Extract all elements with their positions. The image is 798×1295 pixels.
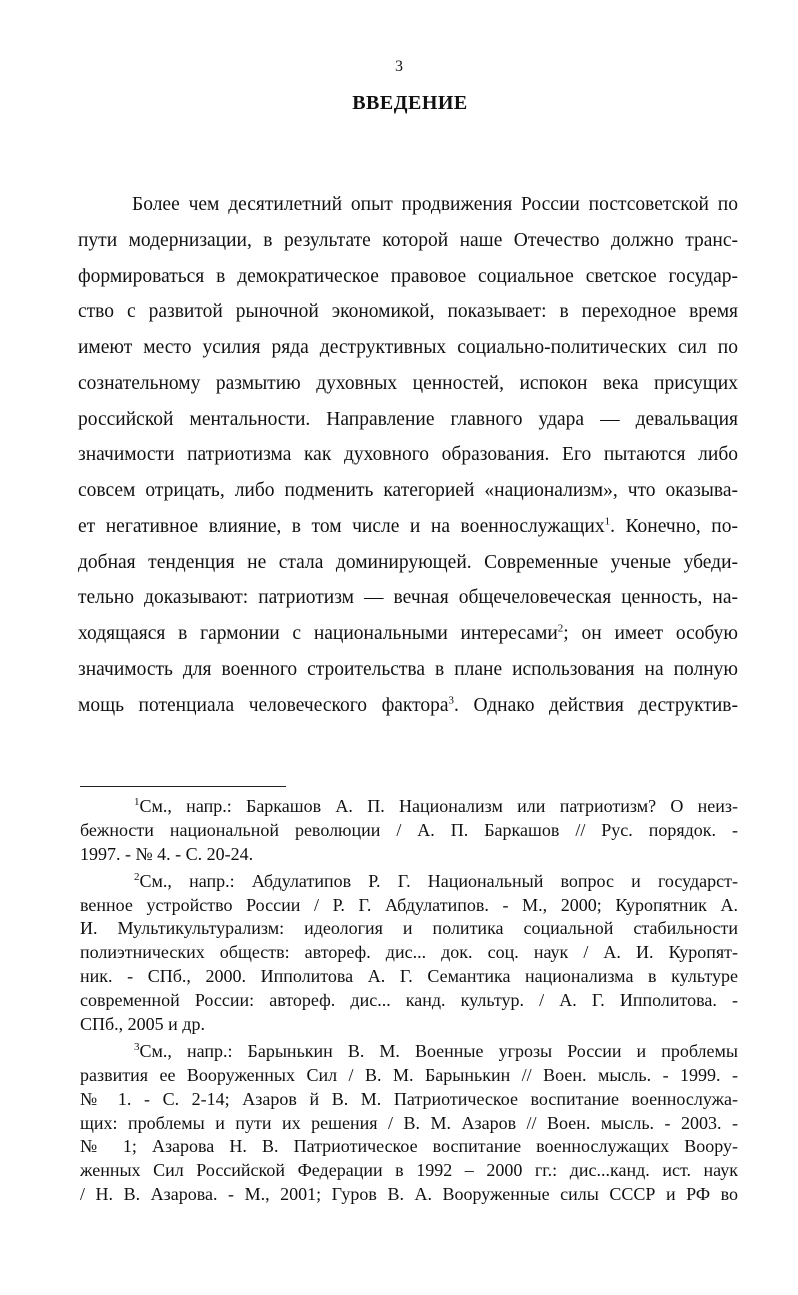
body-line-text: ет негативное влияние, в том числе и на военнослужащих <box>78 515 605 537</box>
footnote-mark: 3 <box>134 1040 140 1053</box>
footnote-text: См., напр.: Баркашов А. П. Национализм или патриотизм? О неиз- <box>139 796 738 816</box>
body-line: совсем отрицать, либо подменить категорией «национализм», что оказыва- <box>78 480 738 501</box>
footnote-line <box>80 1040 738 1064</box>
body-line-text: ; он имеет особую <box>563 623 738 644</box>
footnote-text: См., напр.: Абдулатипов Р. Г. Национальный вопрос и государст- <box>139 870 738 891</box>
footnote-line: № 1; Азарова Н. В. Патриотическое воспитание военнослужащих Воору- <box>80 1136 738 1157</box>
footnote-line <box>80 795 738 819</box>
page-title: ВВЕДЕНИЕ <box>352 92 468 114</box>
body-line <box>78 616 738 652</box>
footnote-line: женных Сил Российской Федерации в 1992 – 2000 гг.: дис...канд. ист. наук <box>80 1160 738 1181</box>
body-line <box>78 509 738 545</box>
body-line: формироваться в демократическое правовое социальное светское государ- <box>78 265 738 287</box>
body-line: значимости патриотизма как духовного образования. Его пытаются либо <box>78 444 738 466</box>
footnote-line: развития ее Вооруженных Сил / В. М. Барынькин // Воен. мысль. - 1999. - <box>80 1064 738 1085</box>
footnote-3 <box>80 1040 738 1207</box>
footnote-line: бежности национальной революции / А. П. Баркашов // Рус. порядок. - <box>80 819 738 840</box>
body-line: сознательному размытию духовных ценностей, испокон века присущих <box>78 372 738 394</box>
footnote-line: современной России: автореф. дис... канд. культур. / А. Г. Ипполитова. - <box>80 990 738 1011</box>
footnote-line: щих: проблемы и пути их решения / В. М. Азаров // Воен. мысль. - 2003. - <box>80 1112 738 1133</box>
body-line: российской ментальности. Направление главного удара — девальвация <box>78 408 738 430</box>
body-line-text: . Конечно, по- <box>610 515 738 537</box>
body-text <box>78 187 738 723</box>
page-number: 3 <box>395 58 403 75</box>
footnote-1 <box>80 795 738 867</box>
footnote-line: СПб., 2005 и др. <box>80 1014 205 1035</box>
footnote-mark: 2 <box>134 870 140 883</box>
body-line <box>78 688 738 724</box>
footnote-mark: 1 <box>134 796 140 808</box>
body-line: имеют место усилия ряда деструктивных социально-политических сил по <box>78 337 738 358</box>
footnote-line: полиэтнических обществ: автореф. дис... док. соц. наук / А. И. Куропят- <box>80 942 738 963</box>
footnote-line: венное устройство России / Р. Г. Абдулатипов. - М., 2000; Куропятник А. <box>80 894 738 915</box>
footnote-2 <box>80 870 738 1037</box>
footnote-line <box>80 870 738 894</box>
footnote-ref: 3 <box>448 694 455 706</box>
footnote-ref: 2 <box>557 622 564 635</box>
body-line: пути модернизации, в результате которой наше Отечество должно транс- <box>78 229 738 251</box>
footnote-line: / Н. В. Азарова. - М., 2001; Гуров В. А. Вооруженные силы СССР и РФ во <box>80 1184 738 1205</box>
footnote-ref: 1 <box>604 515 611 528</box>
footnote-separator <box>80 786 286 787</box>
body-line: тельно доказывают: патриотизм — вечная общечеловеческая ценность, на- <box>78 587 738 609</box>
footnote-line: ник. - СПб., 2000. Ипполитова А. Г. Семантика национализма в культуре <box>80 966 738 987</box>
footnote-line: И. Мультикультурализм: идеология и политика социальной стабильности <box>80 918 738 939</box>
footnotes <box>80 795 738 1207</box>
footnote-line: № 1. - С. 2-14; Азаров й В. М. Патриотическое воспитание военнослужа- <box>80 1088 738 1109</box>
body-line: добная тенденция не стала доминирующей. Современные ученые убеди- <box>78 551 738 573</box>
body-line-text: мощь потенциала человеческого фактора <box>78 694 449 716</box>
body-line: Более чем десятилетний опыт продвижения России постсоветской по <box>132 194 738 215</box>
body-line-text: ходящаяся в гармонии с национальными интересами <box>78 623 558 644</box>
body-line: ство с развитой рыночной экономикой, показывает: в переходное время <box>78 301 738 323</box>
footnote-text: См., напр.: Барынькин В. М. Военные угрозы России и проблемы <box>139 1040 738 1061</box>
body-line-text: . Однако действия деструктив- <box>454 694 739 716</box>
body-line: значимость для военного строительства в плане использования на полную <box>78 658 738 680</box>
footnote-line: 1997. - № 4. - С. 20-24. <box>80 843 254 864</box>
